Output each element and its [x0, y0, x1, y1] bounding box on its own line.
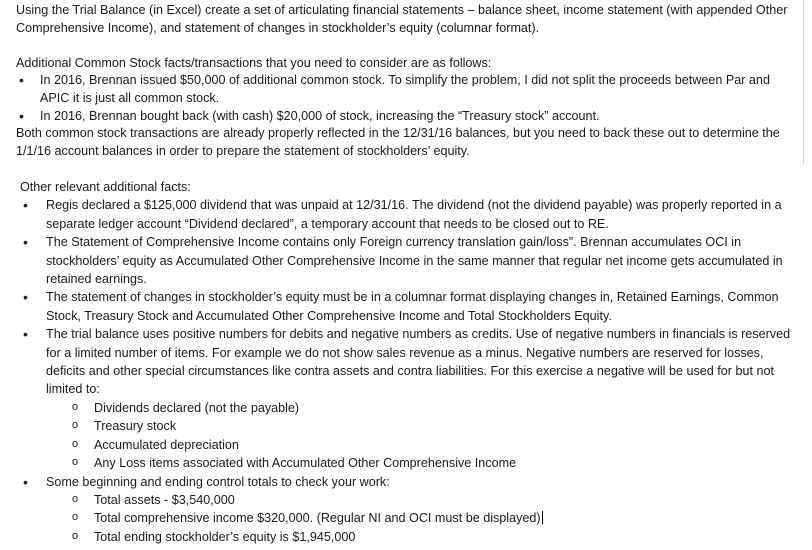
page-edge	[803, 0, 804, 165]
control-total-comprehensive-income-text: Total comprehensive income $320,000. (Regular NI and OCI must be displayed)	[94, 511, 541, 526]
control-totals-heading: • Some beginning and ending control totals to check your work:	[20, 473, 798, 491]
stock-bullet-treasury: • In 2016, Brennan bought back (with cash) $20,000 of stock, increasing the “Treasury stock” account.	[16, 108, 794, 126]
control-total-comprehensive-income	[20, 509, 798, 527]
intro-paragraph: Using the Trial Balance (in Excel) create a set of articulating financial statements – balance sheet, income statement (with appended Other Comprehensive Income), and statement of changes in stockholder’s equity (columnar format).	[16, 3, 788, 35]
control-total-equity: o Total ending stockholder’s equity is $1,945,000	[20, 528, 798, 546]
fact-dividend: • Regis declared a $125,000 dividend that was unpaid at 12/31/16. The dividend (not the dividend payable) was properly reported in a separate ledger account “Dividend declared”, a temporary account that needs to be closed out to RE.	[20, 196, 798, 233]
fact-oci: • The Statement of Comprehensive Income contains only Foreign currency translation gain/loss”. Brennan accumulates OCI in stockholders’ equity as Accumulated Other Comprehensive Income in the same manner that regular net income gets accumulated in retained earnings.	[20, 233, 798, 288]
fact-columnar-format: • The statement of changes in stockholder’s equity must be in a columnar format displaying changes in, Retained Earnings, Common Stock, Treasury Stock and Accumulated Other Comprehensive Income and Total Stockholders Equity.	[20, 288, 798, 325]
negative-item-loss: o Any Loss items associated with Accumulated Other Comprehensive Income	[20, 454, 798, 472]
fact-negative-numbers: • The trial balance uses positive numbers for debits and negative numbers as credits. Use of negative numbers in financials is reserved for a limited number of items. For example we do not show sales revenue as a minus. Negative numbers are reserved for losses, deficits and other special circumstances like contra assets and contra liabilities. For this exercise a negative will be used for but not limited to:	[20, 325, 798, 399]
other-facts-heading: Other relevant additional facts:	[20, 180, 191, 194]
control-total-assets: o Total assets - $3,540,000	[20, 491, 798, 509]
negative-item-treasury: o Treasury stock	[20, 417, 798, 435]
text-cursor	[542, 511, 543, 524]
additional-stock-heading: Additional Common Stock facts/transactions that you need to consider are as follows:	[16, 55, 492, 70]
negative-item-dividends: o Dividends declared (not the payable)	[20, 399, 798, 417]
stock-note-paragraph: Both common stock transactions are already properly reflected in the 12/31/16 balances, but you need to back these out to determine the 1/1/16 account balances in order to prepare the statement of stockholders’ equity.	[16, 126, 780, 158]
negative-item-depreciation: o Accumulated depreciation	[20, 436, 798, 454]
stock-bullet-issued: • In 2016, Brennan issued $50,000 of additional common stock. To simplify the problem, I did not split the proceeds between Par and APIC it is just all common stock.	[16, 72, 794, 107]
assignment-section	[16, 2, 794, 160]
facts-section	[20, 178, 798, 546]
